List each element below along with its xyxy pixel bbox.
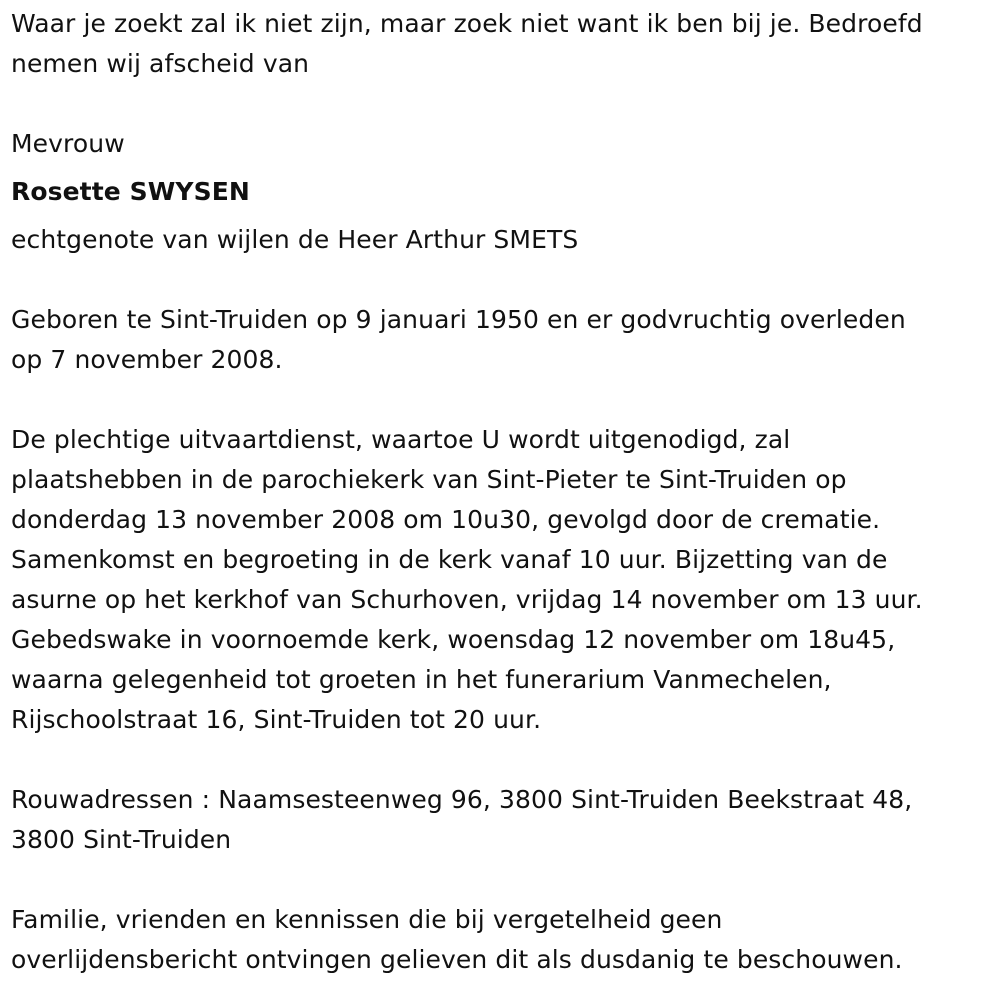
ceremony-line: Gebedswake in voornoemde kerk, woensdag 12 november om 18u45,	[11, 625, 896, 654]
deceased-spouse: echtgenote van wijlen de Heer Arthur SMETS	[11, 225, 579, 254]
deceased-name: Rosette SWYSEN	[11, 177, 250, 206]
deceased-title: Mevrouw	[11, 129, 125, 158]
addresses-paragraph	[11, 780, 986, 860]
closing-line: Familie, vrienden en kennissen die bij vergetelheid geen	[11, 905, 723, 934]
intro-paragraph	[11, 4, 986, 84]
address-line: Rouwadressen : Naamsesteenweg 96, 3800 Sint-Truiden Beekstraat 48,	[11, 785, 913, 814]
ceremony-line: Samenkomst en begroeting in de kerk vanaf 10 uur. Bijzetting van de	[11, 545, 888, 574]
birth-death-paragraph	[11, 300, 986, 380]
spacer	[11, 84, 986, 124]
obituary-document	[11, 4, 986, 980]
ceremony-line: Rijschoolstraat 16, Sint-Truiden tot 20 uur.	[11, 705, 542, 734]
intro-line: nemen wij afscheid van	[11, 49, 310, 78]
ceremony-paragraph	[11, 420, 986, 740]
address-line: 3800 Sint-Truiden	[11, 825, 232, 854]
ceremony-line: asurne op het kerkhof van Schurhoven, vrijdag 14 november om 13 uur.	[11, 585, 923, 614]
deceased-block	[11, 124, 986, 260]
spacer	[11, 380, 986, 420]
ceremony-line: waarna gelegenheid tot groeten in het funerarium Vanmechelen,	[11, 665, 832, 694]
spacer	[11, 260, 986, 300]
birth-death-line: Geboren te Sint-Truiden op 9 januari 1950 en er godvruchtig overleden	[11, 305, 906, 334]
birth-death-line: op 7 november 2008.	[11, 345, 283, 374]
ceremony-line: De plechtige uitvaartdienst, waartoe U wordt uitgenodigd, zal	[11, 425, 791, 454]
ceremony-line: plaatshebben in de parochiekerk van Sint-Pieter te Sint-Truiden op	[11, 465, 847, 494]
closing-paragraph	[11, 900, 986, 980]
spacer	[11, 860, 986, 900]
intro-line: Waar je zoekt zal ik niet zijn, maar zoek niet want ik ben bij je. Bedroefd	[11, 9, 923, 38]
spacer	[11, 740, 986, 780]
closing-line: overlijdensbericht ontvingen gelieven dit als dusdanig te beschouwen.	[11, 945, 903, 974]
ceremony-line: donderdag 13 november 2008 om 10u30, gevolgd door de crematie.	[11, 505, 881, 534]
